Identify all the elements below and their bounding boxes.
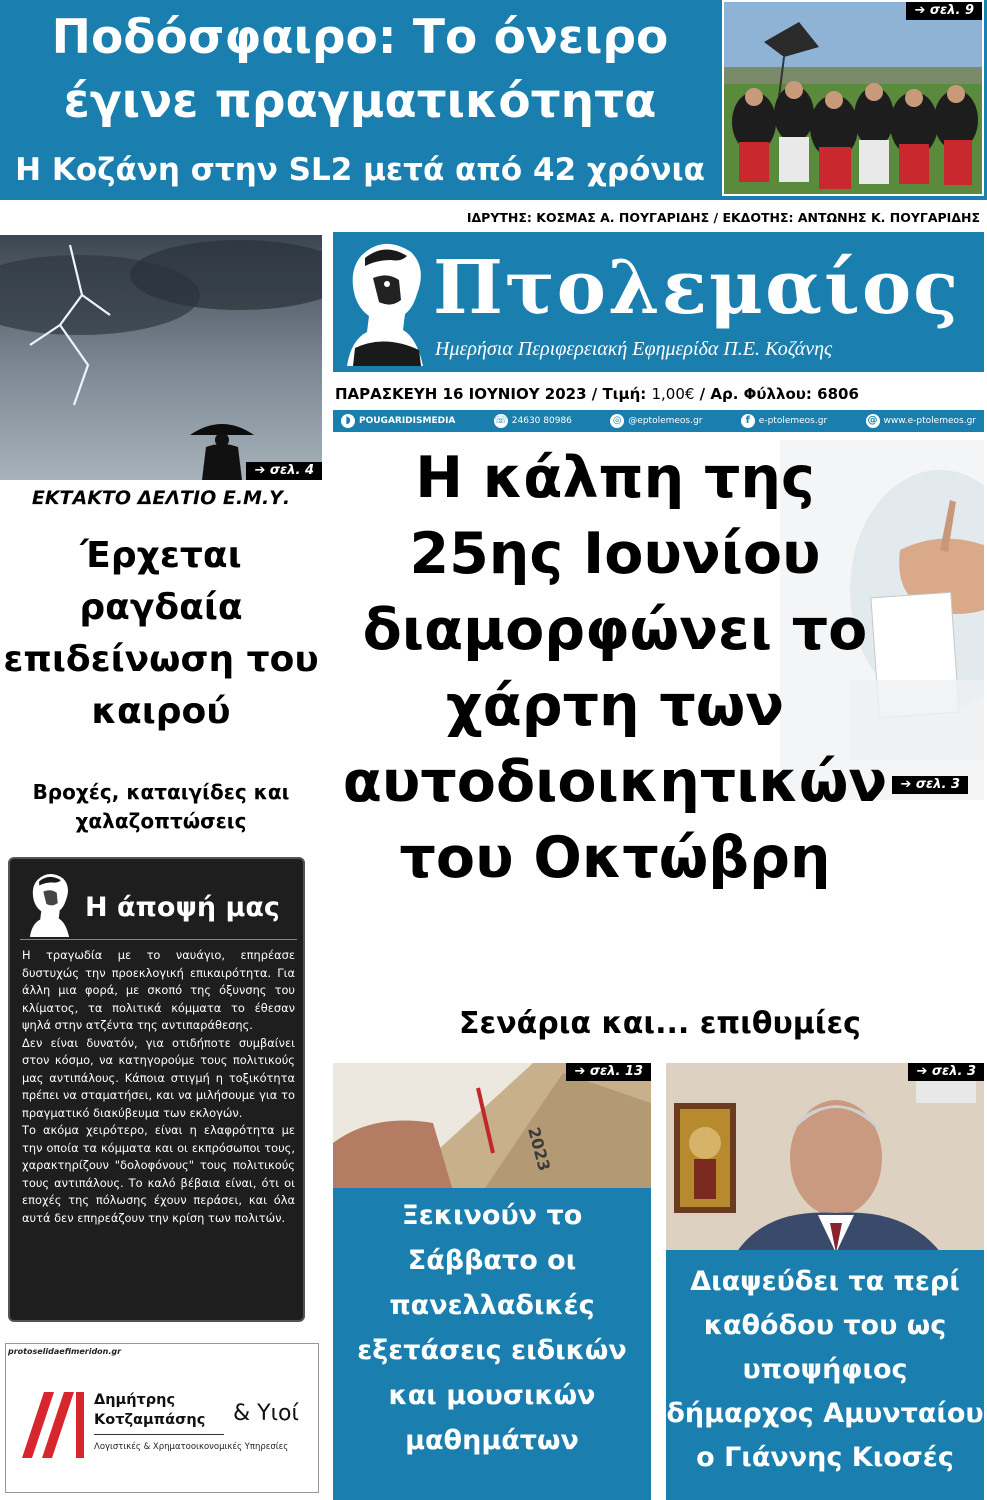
newspaper-subtitle: Ημερήσια Περιφερειακή Εφημερίδα Π.Ε. Κοζάνης [435, 338, 833, 360]
top-story-page-ref[interactable]: ➔ σελ. 9 [906, 2, 982, 20]
exam-page-ref[interactable]: ➔ σελ. 13 [566, 1063, 651, 1081]
kotzampasis-ad[interactable] [5, 1343, 319, 1493]
storm-umbrella-photo [0, 235, 322, 480]
emy-bulletin-label: ΕΚΤΑΚΤΟ ΔΕΛΤΙΟ Ε.Μ.Υ. [31, 487, 291, 509]
main-subheadline: Σενάρια και... επιθυμίες [459, 1006, 861, 1041]
editorial-text [22, 947, 295, 1227]
facebook-contact[interactable]: f e-ptolemeos.gr [741, 414, 827, 428]
editorial-title: Η άποψή μας [85, 892, 280, 923]
newspaper-title: Πτολεμαίος [433, 245, 961, 331]
ad-last-name: Κοτζαμπάσης [94, 1412, 206, 1428]
ad-tagline: Λογιστικές & Χρηματοοικονομικές Υπηρεσίες [94, 1442, 289, 1452]
kotzampasis-logo [18, 1384, 90, 1464]
weather-page-ref[interactable]: ➔ σελ. 4 [246, 462, 322, 480]
editorial-paragraph: Το ακόμα χειρότερο, είναι η ελαφρότητα με την οποία τα κόμματα και οι εκπρόσωποι τους, χαρακτηρίζουν "δολοφόνους" τους πολιτικούς τους αντιπάλους. Το καλό βέβαια είναι, ότι οι εποχές της πόλωσης έχουν περάσει, και όλα αυτά δεν επηρεάζουν την κρίση των πολιτών. [22, 1123, 295, 1225]
top-story-title[interactable]: Ποδόσφαιρο: Το όνειρο έγινε πραγματικότητα [51, 10, 669, 129]
instagram-icon: ◎ [610, 414, 624, 428]
price-value: 1,00€ [651, 385, 695, 403]
editorial-paragraph: Δεν είναι δυνατόν, για οτιδήποτε συμβαίνει στον κόσμο, να κατηγορούμε τους πολιτικούς μας αντιπάλους. Κάποια στιγμή η τοξικότητα πρέπει να σταματήσει, και να μιλήσουμε για το πραγματικό διακύβευμα των εκλογών. [22, 1035, 295, 1120]
price-label: / Τιμή: [586, 385, 652, 403]
website-contact[interactable]: @ www.e-ptolemeos.gr [867, 415, 976, 426]
masthead[interactable] [333, 232, 984, 372]
issue-number-label: / Αρ. Φύλλου: [694, 385, 818, 403]
editorial-divider [20, 939, 297, 940]
editorial-box [8, 857, 305, 1322]
phone-icon: ☏ [494, 415, 508, 426]
main-story-page-ref[interactable]: ➔ σελ. 3 [892, 776, 968, 794]
editorial-paragraph: Η τραγωδία με το ναυάγιο, επηρέασε δυστυχώς την προεκλογική επικαιρότητα. Για άλλη μια φορά, με σκοπό της όξυνσης του κλίματος, τα πολιτικά κόμματα το έθεσαν ψηλά στην ατζέντα της αντιπαράθεσης. [22, 948, 295, 1032]
exam-headline: Ξεκινούν το Σάββατο οι πανελλαδικές εξετάσεις ειδικών και μουσικών μαθημάτων [357, 1200, 627, 1456]
issue-number: 6806 [817, 385, 859, 403]
exam-story-box[interactable] [333, 1188, 651, 1500]
ptolemy-bust-icon [24, 871, 76, 937]
mayor-story-box[interactable] [666, 1250, 984, 1500]
ad-first-name: Δημήτρης [94, 1392, 176, 1408]
ad-sons: & Υιοί [233, 1401, 299, 1426]
facebook-icon: f [741, 414, 755, 428]
main-headline[interactable]: Η κάλπη της 25ης Ιουνίου διαμορφώνει το χάρτη των αυτοδιοικητικών του Οκτώβρη [342, 445, 888, 891]
mayor-page-ref[interactable]: ➔ σελ. 3 [908, 1063, 984, 1081]
contact-bar [333, 410, 984, 432]
weather-headline[interactable]: Έρχεται ραγδαία επιδείνωση του καιρού [3, 535, 319, 732]
ad-divider [94, 1434, 224, 1435]
exam-envelope-photo [333, 1063, 651, 1191]
instagram-contact[interactable]: ◎ @eptolemeos.gr [610, 414, 702, 428]
source-watermark: protoselidaefimeridon.gr [8, 1347, 122, 1356]
ptolemy-bust-logo [343, 238, 429, 366]
pougaridis-media-icon: ◗ [341, 414, 355, 428]
founder-publisher-credits: ΙΔΡΥΤΗΣ: ΚΟΣΜΑΣ Α. ΠΟΥΓΑΡΙΔΗΣ / ΕΚΔΟΤΗΣ: ΑΝΤΩΝΗΣ Κ. ΠΟΥΓΑΡΙΔΗΣ [466, 210, 980, 225]
at-sign-icon: @ [867, 415, 878, 426]
football-celebration-photo [722, 0, 984, 196]
mayor-headline: Διαψεύδει τα περί καθόδου του ως υποψήφιος δήμαρχος Αμυνταίου ο Γιάννης Κιοσές [666, 1266, 984, 1473]
issue-info [335, 385, 984, 403]
phone-contact[interactable]: ☏ 24630 80986 [494, 415, 572, 426]
kioses-portrait-photo [666, 1063, 984, 1253]
top-story-subtitle: Η Κοζάνη στην SL2 μετά από 42 χρόνια [15, 152, 705, 188]
media-brand[interactable]: ◗ POUGARIDISMEDIA [341, 414, 455, 428]
envelope-year: 2023 [524, 1125, 555, 1174]
weather-subheadline: Βροχές, καταιγίδες και χαλαζοπτώσεις [32, 780, 290, 833]
issue-date: ΠΑΡΑΣΚΕΥΗ 16 ΙΟΥΝΙΟΥ 2023 [335, 385, 587, 403]
